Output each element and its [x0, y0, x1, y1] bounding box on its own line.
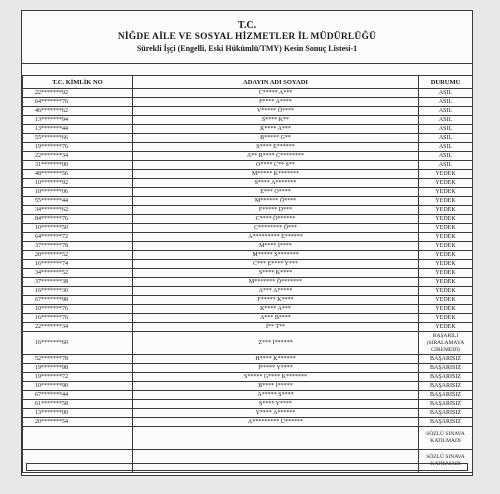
tc-cell: 37*******78 — [23, 242, 133, 251]
name-cell: F***** D*** — [133, 206, 419, 215]
table-row — [23, 179, 473, 188]
status-cell: BAŞARISIZ — [419, 355, 473, 364]
name-cell: B***** G** — [133, 134, 419, 143]
table-body — [23, 89, 473, 473]
table-row — [23, 269, 473, 278]
tc-cell: 67*******44 — [23, 391, 133, 400]
status-cell: YEDEK — [419, 215, 473, 224]
table-row — [23, 391, 473, 400]
tc-cell: 67*******98 — [23, 296, 133, 305]
table-row — [23, 224, 473, 233]
status-cell: ASIL — [419, 143, 473, 152]
status-cell: YEDEK — [419, 269, 473, 278]
name-cell: İ** T** — [133, 323, 419, 332]
tc-cell: 20*******52 — [23, 251, 133, 260]
status-cell: YEDEK — [419, 323, 473, 332]
header-list-title: Sürekli İşçi (Engelli, Eski Hükümlü/TMY) Kesin Sonuç Listesi-1 — [136, 44, 358, 53]
name-cell: M******* Ö******* — [133, 278, 419, 287]
name-cell: S**** K** — [133, 116, 419, 125]
table-row — [23, 197, 473, 206]
tc-cell: 55*******66 — [23, 134, 133, 143]
table-row — [23, 305, 473, 314]
table-row — [23, 251, 473, 260]
status-cell: YEDEK — [419, 170, 473, 179]
status-cell: SÖZLÜ SINAVA KATILMADI — [419, 450, 473, 473]
table-row — [23, 233, 473, 242]
status-cell: ASIL — [419, 89, 473, 98]
tc-cell: 16*******76 — [23, 314, 133, 323]
tc-cell: 55*******44 — [23, 197, 133, 206]
tc-cell: 31*******00 — [23, 161, 133, 170]
tc-cell: 19*******98 — [23, 364, 133, 373]
tc-cell: 34*******62 — [23, 206, 133, 215]
status-cell: YEDEK — [419, 278, 473, 287]
status-cell: BAŞARISIZ — [419, 391, 473, 400]
name-cell: S**** A******* — [133, 179, 419, 188]
tc-cell: 16*******60 — [23, 332, 133, 355]
tc-cell: 13*******00 — [23, 409, 133, 418]
table-row — [23, 134, 473, 143]
tc-cell: 52*******78 — [23, 355, 133, 364]
status-cell: YEDEK — [419, 197, 473, 206]
name-cell: M***** S******* — [133, 251, 419, 260]
name-cell: C*** E**** Y*** — [133, 260, 419, 269]
status-cell: ASIL — [419, 125, 473, 134]
name-cell: K**** A*** — [133, 305, 419, 314]
status-cell: YEDEK — [419, 206, 473, 215]
table-row — [23, 143, 473, 152]
document-page — [21, 10, 473, 476]
table-row — [23, 188, 473, 197]
name-cell: A********* U****** — [133, 418, 419, 427]
name-cell: S**** E****** — [133, 143, 419, 152]
tc-cell: 20*******54 — [23, 418, 133, 427]
status-cell: YEDEK — [419, 188, 473, 197]
table-row — [23, 107, 473, 116]
name-cell: A*** B**** — [133, 314, 419, 323]
tc-cell: 10*******92 — [23, 179, 133, 188]
name-cell: A***** S**** — [133, 391, 419, 400]
status-cell: BAŞARISIZ — [419, 364, 473, 373]
column-header-status: DURUMU — [419, 76, 473, 89]
header-institution: NİĞDE AİLE VE SOSYAL HİZMETLER İL MÜDÜRLÜĞÜ — [117, 32, 377, 42]
status-cell: YEDEK — [419, 233, 473, 242]
status-cell: YEDEK — [419, 305, 473, 314]
name-cell — [133, 427, 419, 450]
table-row — [23, 206, 473, 215]
name-cell: M***** K******* — [133, 170, 419, 179]
tc-cell: 10*******50 — [23, 224, 133, 233]
tc-cell: 10*******90 — [23, 382, 133, 391]
status-cell: ASIL — [419, 134, 473, 143]
table-row — [23, 278, 473, 287]
table-row — [23, 323, 473, 332]
name-cell: F***** K**** — [133, 296, 419, 305]
table-row — [23, 409, 473, 418]
tc-cell: 13*******94 — [23, 116, 133, 125]
name-cell: S**** Y**** — [133, 400, 419, 409]
tc-cell: 22*******92 — [23, 89, 133, 98]
name-cell: C**** Ö****** — [133, 215, 419, 224]
name-cell: Y**** A****** — [133, 409, 419, 418]
table-row — [23, 287, 473, 296]
tc-cell: 13*******44 — [23, 125, 133, 134]
table-row — [23, 418, 473, 427]
footer-bar — [26, 463, 468, 471]
status-cell: BAŞARISIZ — [419, 400, 473, 409]
status-cell: YEDEK — [419, 224, 473, 233]
name-cell: C***** A*** — [133, 89, 419, 98]
tc-cell: 48*******56 — [23, 170, 133, 179]
status-cell: YEDEK — [419, 179, 473, 188]
name-cell: A*** A***** — [133, 287, 419, 296]
status-cell: YEDEK — [419, 287, 473, 296]
name-cell: S***** G**** K******* — [133, 373, 419, 382]
name-cell: S**** K**** — [133, 269, 419, 278]
name-cell: K**** A*** — [133, 125, 419, 134]
name-cell: B**** İ***** — [133, 382, 419, 391]
status-cell: YEDEK — [419, 260, 473, 269]
status-cell: YEDEK — [419, 314, 473, 323]
name-cell: F**** A**** — [133, 98, 419, 107]
table-row — [23, 215, 473, 224]
table-row — [23, 314, 473, 323]
tc-cell: 34*******52 — [23, 269, 133, 278]
status-cell: YEDEK — [419, 242, 473, 251]
status-cell: BAŞARISIZ — [419, 418, 473, 427]
tc-cell: 22*******34 — [23, 323, 133, 332]
tc-cell: 10*******06 — [23, 188, 133, 197]
tc-cell: 64*******76 — [23, 98, 133, 107]
table-row — [23, 364, 473, 373]
status-cell: BAŞARISIZ — [419, 409, 473, 418]
name-cell: V***** Ö**** — [133, 107, 419, 116]
table-row — [23, 382, 473, 391]
tc-cell: 64*******72 — [23, 233, 133, 242]
column-header-tc: T.C. KİMLİK NO — [23, 76, 133, 89]
tc-cell: 19*******72 — [23, 373, 133, 382]
table-row — [23, 116, 473, 125]
name-cell: E*** O**** — [133, 188, 419, 197]
table-row — [23, 427, 473, 450]
name-cell: A** R**** C******** — [133, 152, 419, 161]
tc-cell — [23, 427, 133, 450]
name-cell: H**** K****** — [133, 355, 419, 364]
table-row — [23, 161, 473, 170]
name-cell: O**** C** S** — [133, 161, 419, 170]
table-row — [23, 98, 473, 107]
status-cell: BAŞARISIZ — [419, 382, 473, 391]
name-cell: M****** Ö**** — [133, 197, 419, 206]
tc-cell: 46*******62 — [23, 107, 133, 116]
table-row — [23, 260, 473, 269]
tc-cell: 10*******76 — [23, 305, 133, 314]
tc-cell: 22*******34 — [23, 152, 133, 161]
results-table — [22, 75, 473, 473]
document-header — [22, 11, 472, 64]
tc-cell: 16*******30 — [23, 287, 133, 296]
status-cell: ASIL — [419, 116, 473, 125]
status-cell: ASIL — [419, 98, 473, 107]
tc-cell: 84*******76 — [23, 215, 133, 224]
status-cell: SÖZLÜ SINAVA KATILMADI — [419, 427, 473, 450]
table-row — [23, 332, 473, 355]
name-cell: İ***** Y**** — [133, 364, 419, 373]
status-cell: BAŞARILI (SIRALAMAYA GİREMEDİ) — [419, 332, 473, 355]
column-header-name: ADAYIN ADI SOYADI — [133, 76, 419, 89]
status-cell: BAŞARISIZ — [419, 373, 473, 382]
table-row — [23, 242, 473, 251]
table-row — [23, 125, 473, 134]
table-row — [23, 355, 473, 364]
status-cell: ASIL — [419, 107, 473, 116]
status-cell: YEDEK — [419, 296, 473, 305]
table-row — [23, 373, 473, 382]
table-row — [23, 89, 473, 98]
tc-cell: 61*******58 — [23, 400, 133, 409]
status-cell: YEDEK — [419, 251, 473, 260]
table-row — [23, 400, 473, 409]
status-cell: ASIL — [419, 161, 473, 170]
table-row — [23, 152, 473, 161]
header-line-tc: T.C. — [237, 20, 257, 31]
tc-cell: 19*******76 — [23, 143, 133, 152]
name-cell: C******** Ö*** — [133, 224, 419, 233]
table-row — [23, 296, 473, 305]
tc-cell: 37*******38 — [23, 278, 133, 287]
table-header-row — [23, 76, 473, 89]
name-cell: A********* E****** — [133, 233, 419, 242]
tc-cell: 16*******74 — [23, 260, 133, 269]
name-cell: M**** İ**** — [133, 242, 419, 251]
name-cell: Z*** İ****** — [133, 332, 419, 355]
status-cell: ASIL — [419, 152, 473, 161]
table-row — [23, 170, 473, 179]
